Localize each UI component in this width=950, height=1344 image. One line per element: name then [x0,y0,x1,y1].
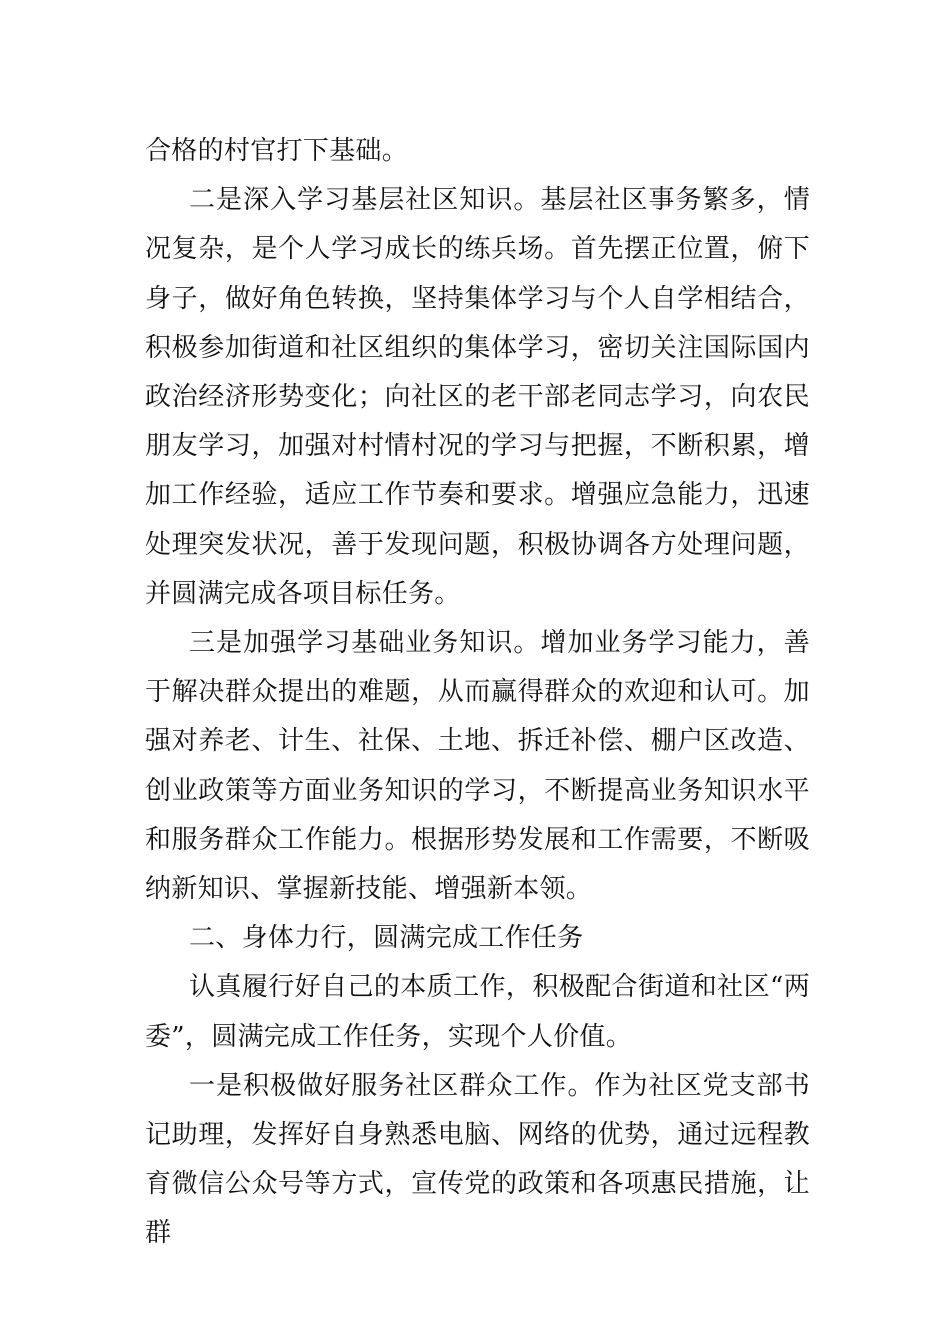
paragraph-6: 一是积极做好服务社区群众工作。作为社区党支部书记助理，发挥好自身熟悉电脑、网络的优势，通过远程教育微信公众号等方式，宣传党的政策和各项惠民措施，让群 [145,1070,810,1249]
paragraph-3: 三是加强学习基础业务知识。增加业务学习能力，善于解决群众提出的难题，从而赢得群众的欢迎和认可。加强对养老、计生、社保、土地、拆迁补偿、棚户区改造、创业政策等方面业务知识的学习，不断提高业务知识水平和服务群众工作能力。根据形势发展和工作需要，不断吸纳新知识、掌握新技能、增强新本领。 [145,628,810,905]
section-heading: 二、身体力行，圆满完成工作任务 [189,923,584,954]
paragraph-1: 合格的村官打下基础。 [145,136,409,166]
paragraph-5: 认真履行好自己的本质工作，积极配合街道和社区“两委”，圆满完成工作任务，实现个人价值。 [145,972,810,1052]
document-body [145,127,810,1259]
paragraph-2: 二是深入学习基层社区知识。基层社区事务繁多，情况复杂，是个人学习成长的练兵场。首先摆正位置，俯下身子，做好角色转换，坚持集体学习与个人自学相结合，积极参加街道和社区组织的集体学习，密切关注国际国内政治经济形势变化；向社区的老干部老同志学习，向农民朋友学习，加强对村情村况的学习与把握，不断积累，增加工作经验，适应工作节奏和要求。增强应急能力，迅速处理突发状况，善于发现问题，积极协调各方处理问题，并圆满完成各项目标任务。 [145,185,810,609]
